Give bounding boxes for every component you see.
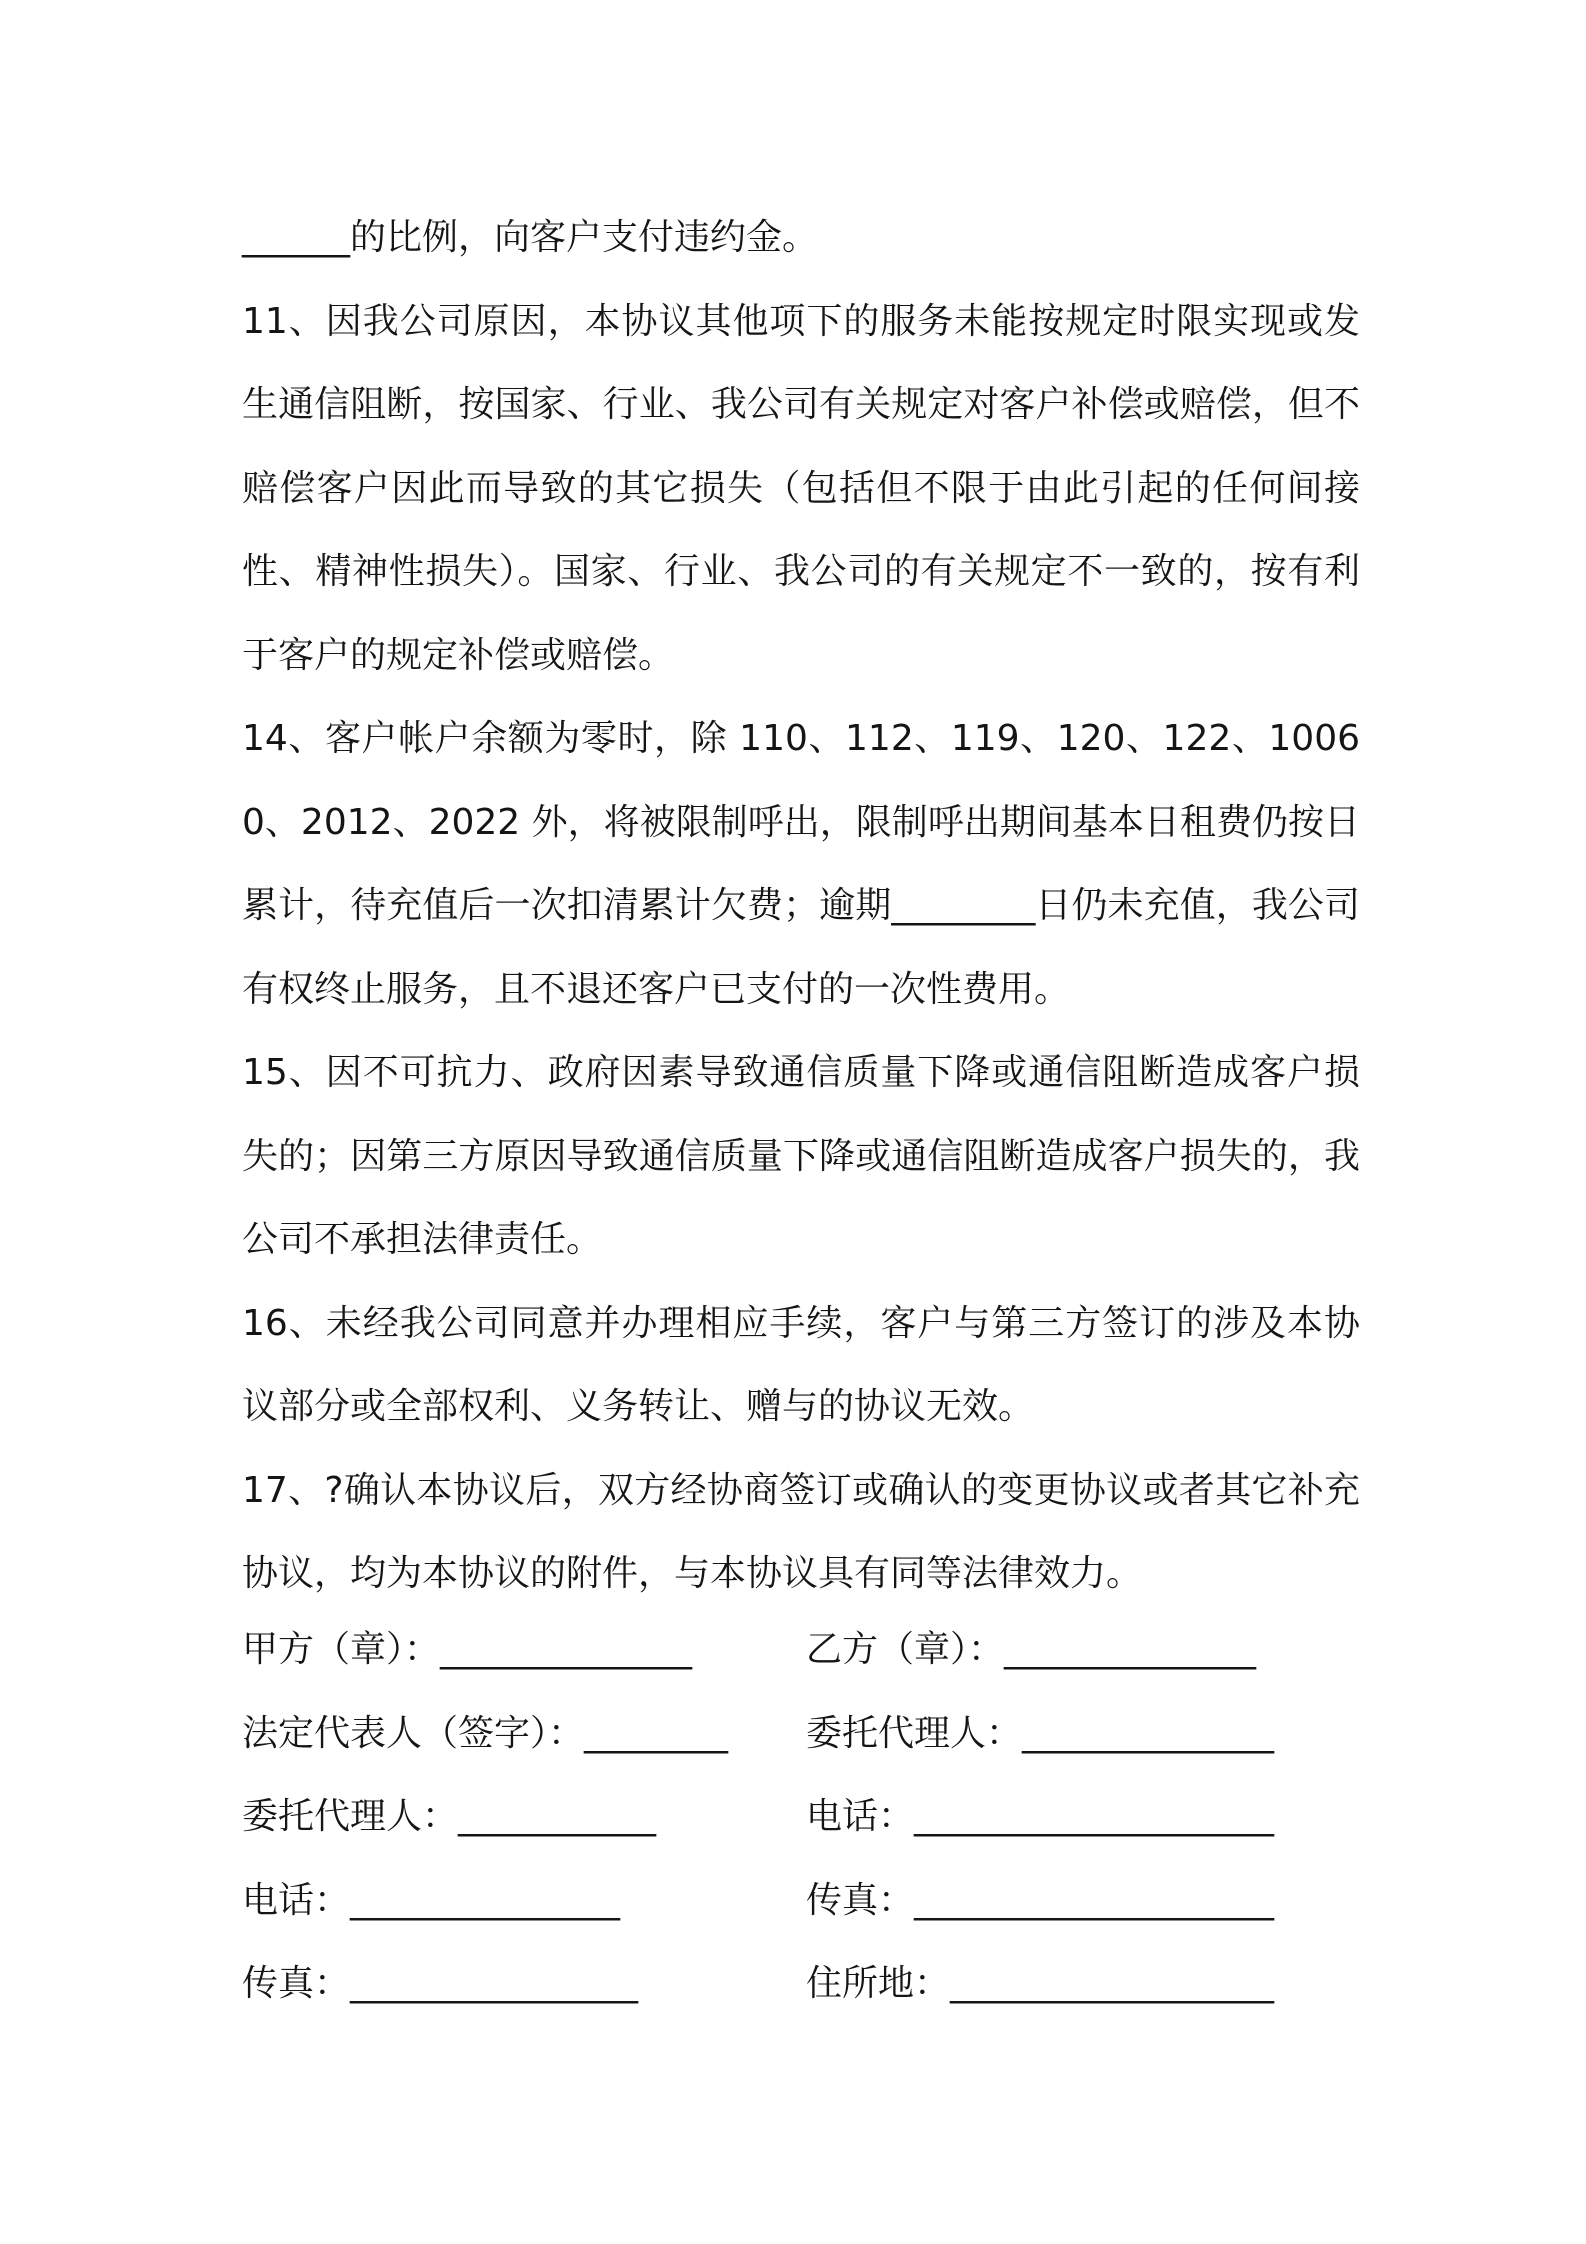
clause-15: 15、因不可抗力、政府因素导致通信质量下降或通信阻断造成客户损失的；因第三方原因导致通信质量下降或通信阻断造成客户损失的，我公司不承担法律责任。 [242, 1052, 1360, 1260]
party-b-phone-field: 电话：____________________ [806, 1796, 1275, 1837]
signature-row-phone-fax [242, 1859, 1360, 1943]
clause-11: 11、因我公司原因，本协议其他项下的服务未能按规定时限实现或发生通信阻断，按国家、行业、我公司有关规定对客户补偿或赔偿，但不赔偿客户因此而导致的其它损失（包括但不限于由此引起的任何间接性、精神性损失）。国家、行业、我公司的有关规定不一致的，按有利于客户的规定补偿或赔偿。 [242, 300, 1360, 676]
party-a-phone-field: 电话：_______________ [242, 1879, 621, 1921]
agreement-body [242, 196, 1360, 1616]
signature-row-representative [242, 1692, 1360, 1776]
party-a-legal-representative-field: 法定代表人（签字）：________ [242, 1712, 729, 1754]
signature-row-agent [242, 1775, 1360, 1859]
signature-row-seal [242, 1608, 1360, 1692]
party-b-seal-field: 乙方（章）：______________ [806, 1629, 1257, 1670]
party-b-agent-field: 委托代理人：______________ [806, 1712, 1275, 1754]
party-a-fax-field: 传真：________________ [242, 1963, 639, 2004]
party-b-fax-field: 传真：____________________ [806, 1879, 1275, 1921]
party-b-address-field: 住所地：__________________ [806, 1963, 1275, 2004]
signature-block [242, 1608, 1360, 2026]
party-a-agent-field: 委托代理人：___________ [242, 1796, 657, 1837]
clause-14: 14、客户帐户余额为零时，除 110、112、119、120、122、10060、2012、2022 外，将被限制呼出，限制呼出期间基本日租费仍按日累计，待充值后一次扣清累计欠费；逾期________日仍未充值，我公司有权终止服务，且不退还客户已支付的一次性费用。 [242, 718, 1360, 1010]
clause-16: 16、未经我公司同意并办理相应手续，客户与第三方签订的涉及本协议部分或全部权利、义务转让、赠与的协议无效。 [242, 1302, 1360, 1427]
clause-17: 17、?确认本协议后，双方经协商签订或确认的变更协议或者其它补充协议，均为本协议的附件，与本协议具有同等法律效力。 [242, 1469, 1360, 1594]
signature-row-fax-address [242, 1942, 1360, 2026]
clause-penalty-tail: ______的比例，向客户支付违约金。 [242, 217, 819, 258]
party-a-seal-field: 甲方（章）：______________ [242, 1629, 693, 1670]
